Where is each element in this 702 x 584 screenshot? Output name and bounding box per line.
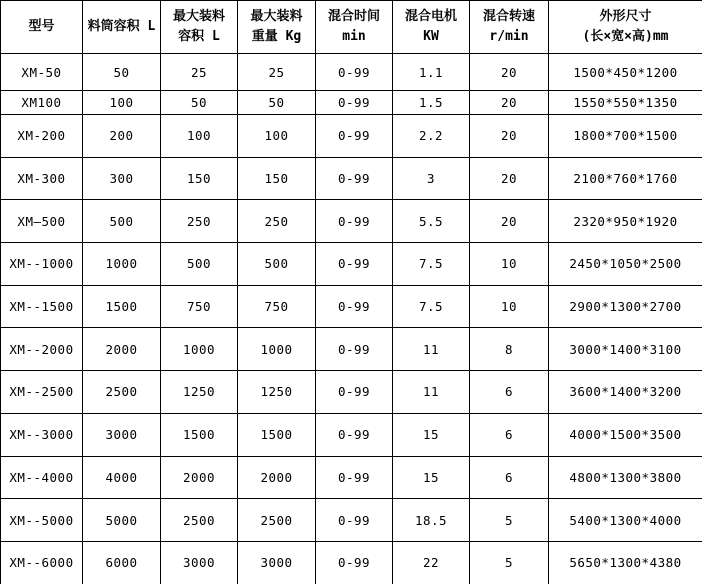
cell-max-load-weight: 25	[238, 54, 316, 91]
column-header-model	[1, 1, 83, 54]
cell-dimensions: 5650*1300*4380	[549, 541, 702, 584]
table-row	[1, 285, 702, 328]
header-row	[1, 1, 702, 54]
column-header-line: 混合时间	[327, 9, 380, 24]
column-header-max-load-volume	[161, 1, 238, 54]
cell-mixing-time: 0-99	[316, 157, 393, 200]
cell-model: XM100	[1, 91, 83, 115]
cell-barrel-capacity: 2000	[83, 328, 161, 371]
cell-mixing-time: 0-99	[316, 456, 393, 499]
cell-dimensions: 1800*700*1500	[549, 115, 702, 158]
cell-max-load-weight: 500	[238, 243, 316, 286]
table-body	[1, 54, 702, 584]
cell-mixing-time: 0-99	[316, 371, 393, 414]
cell-model: XM--2000	[1, 328, 83, 371]
cell-mixing-time: 0-99	[316, 541, 393, 584]
cell-mixing-time: 0-99	[316, 285, 393, 328]
column-header-barrel-capacity	[83, 1, 161, 54]
cell-mixing-motor: 7.5	[393, 285, 470, 328]
cell-model: XM—500	[1, 200, 83, 243]
cell-dimensions: 1500*450*1200	[549, 54, 702, 91]
column-header-line: 容积 L	[178, 29, 220, 44]
cell-barrel-capacity: 200	[83, 115, 161, 158]
column-header-line: 最大装料	[250, 9, 303, 24]
column-header-line: 型号	[28, 19, 55, 34]
cell-mixing-motor: 5.5	[393, 200, 470, 243]
cell-model: XM-300	[1, 157, 83, 200]
cell-max-load-weight: 750	[238, 285, 316, 328]
column-header-mixing-motor	[393, 1, 470, 54]
cell-max-load-weight: 3000	[238, 541, 316, 584]
column-header-line: 最大装料	[172, 9, 225, 24]
cell-max-load-volume: 1250	[161, 371, 238, 414]
cell-mixing-speed: 5	[470, 499, 549, 542]
cell-mixing-speed: 6	[470, 456, 549, 499]
cell-mixing-motor: 3	[393, 157, 470, 200]
cell-mixing-speed: 20	[470, 115, 549, 158]
cell-mixing-motor: 15	[393, 456, 470, 499]
table-row	[1, 54, 702, 91]
cell-model: XM--5000	[1, 499, 83, 542]
column-header-line: 混合转速	[482, 9, 535, 24]
table-row	[1, 243, 702, 286]
cell-mixing-motor: 11	[393, 371, 470, 414]
cell-mixing-speed: 8	[470, 328, 549, 371]
cell-mixing-time: 0-99	[316, 200, 393, 243]
cell-model: XM--1500	[1, 285, 83, 328]
cell-max-load-volume: 2000	[161, 456, 238, 499]
cell-barrel-capacity: 3000	[83, 413, 161, 456]
cell-model: XM--2500	[1, 371, 83, 414]
cell-barrel-capacity: 1000	[83, 243, 161, 286]
cell-barrel-capacity: 6000	[83, 541, 161, 584]
cell-max-load-volume: 3000	[161, 541, 238, 584]
cell-dimensions: 5400*1300*4000	[549, 499, 702, 542]
cell-mixing-time: 0-99	[316, 328, 393, 371]
table-row	[1, 456, 702, 499]
table-row	[1, 499, 702, 542]
column-header-line: 外形尺寸	[599, 9, 652, 24]
cell-mixing-motor: 22	[393, 541, 470, 584]
table-row	[1, 115, 702, 158]
cell-dimensions: 4800*1300*3800	[549, 456, 702, 499]
cell-mixing-motor: 2.2	[393, 115, 470, 158]
cell-max-load-volume: 1000	[161, 328, 238, 371]
cell-dimensions: 3600*1400*3200	[549, 371, 702, 414]
cell-model: XM--1000	[1, 243, 83, 286]
cell-max-load-weight: 50	[238, 91, 316, 115]
cell-barrel-capacity: 1500	[83, 285, 161, 328]
cell-max-load-volume: 750	[161, 285, 238, 328]
cell-dimensions: 3000*1400*3100	[549, 328, 702, 371]
cell-max-load-weight: 100	[238, 115, 316, 158]
cell-barrel-capacity: 5000	[83, 499, 161, 542]
cell-mixing-speed: 20	[470, 157, 549, 200]
cell-mixing-motor: 18.5	[393, 499, 470, 542]
cell-mixing-speed: 20	[470, 91, 549, 115]
cell-mixing-motor: 1.1	[393, 54, 470, 91]
cell-mixing-time: 0-99	[316, 91, 393, 115]
table-header	[1, 1, 702, 54]
table-row	[1, 328, 702, 371]
cell-barrel-capacity: 4000	[83, 456, 161, 499]
cell-mixing-speed: 20	[470, 54, 549, 91]
cell-mixing-speed: 6	[470, 371, 549, 414]
cell-mixing-speed: 10	[470, 243, 549, 286]
cell-dimensions: 2100*760*1760	[549, 157, 702, 200]
table-row	[1, 157, 702, 200]
cell-dimensions: 4000*1500*3500	[549, 413, 702, 456]
table-row	[1, 541, 702, 584]
table-row	[1, 413, 702, 456]
cell-model: XM-200	[1, 115, 83, 158]
column-header-line: 料筒容积 L	[87, 19, 156, 34]
cell-max-load-volume: 500	[161, 243, 238, 286]
cell-mixing-speed: 5	[470, 541, 549, 584]
cell-model: XM--4000	[1, 456, 83, 499]
cell-mixing-speed: 10	[470, 285, 549, 328]
column-header-mixing-time	[316, 1, 393, 54]
cell-mixing-speed: 6	[470, 413, 549, 456]
cell-max-load-weight: 2500	[238, 499, 316, 542]
cell-model: XM-50	[1, 54, 83, 91]
cell-dimensions: 2900*1300*2700	[549, 285, 702, 328]
table-row	[1, 371, 702, 414]
cell-model: XM--3000	[1, 413, 83, 456]
cell-max-load-volume: 100	[161, 115, 238, 158]
cell-mixing-time: 0-99	[316, 54, 393, 91]
cell-barrel-capacity: 50	[83, 54, 161, 91]
cell-max-load-weight: 250	[238, 200, 316, 243]
column-header-line: (长×宽×高)mm	[582, 29, 669, 44]
cell-max-load-volume: 1500	[161, 413, 238, 456]
column-header-line: KW	[423, 29, 439, 44]
column-header-max-load-weight	[238, 1, 316, 54]
column-header-line: 混合电机	[404, 9, 457, 24]
cell-max-load-weight: 150	[238, 157, 316, 200]
column-header-mixing-speed	[470, 1, 549, 54]
table-row	[1, 200, 702, 243]
column-header-line: 重量 Kg	[251, 29, 302, 44]
cell-model: XM--6000	[1, 541, 83, 584]
cell-dimensions: 2450*1050*2500	[549, 243, 702, 286]
cell-max-load-weight: 1500	[238, 413, 316, 456]
cell-mixing-time: 0-99	[316, 413, 393, 456]
cell-mixing-time: 0-99	[316, 499, 393, 542]
cell-mixing-motor: 1.5	[393, 91, 470, 115]
column-header-dimensions	[549, 1, 702, 54]
cell-mixing-motor: 15	[393, 413, 470, 456]
cell-max-load-weight: 1250	[238, 371, 316, 414]
table-row	[1, 91, 702, 115]
cell-dimensions: 2320*950*1920	[549, 200, 702, 243]
column-header-line: r/min	[489, 29, 529, 44]
cell-dimensions: 1550*550*1350	[549, 91, 702, 115]
cell-barrel-capacity: 2500	[83, 371, 161, 414]
cell-mixing-motor: 7.5	[393, 243, 470, 286]
column-header-line: min	[342, 29, 366, 44]
cell-max-load-weight: 2000	[238, 456, 316, 499]
cell-mixing-motor: 11	[393, 328, 470, 371]
cell-mixing-speed: 20	[470, 200, 549, 243]
cell-max-load-volume: 2500	[161, 499, 238, 542]
cell-max-load-volume: 250	[161, 200, 238, 243]
cell-mixing-time: 0-99	[316, 243, 393, 286]
cell-mixing-time: 0-99	[316, 115, 393, 158]
cell-barrel-capacity: 300	[83, 157, 161, 200]
cell-barrel-capacity: 100	[83, 91, 161, 115]
cell-max-load-volume: 50	[161, 91, 238, 115]
cell-max-load-weight: 1000	[238, 328, 316, 371]
cell-max-load-volume: 150	[161, 157, 238, 200]
cell-max-load-volume: 25	[161, 54, 238, 91]
cell-barrel-capacity: 500	[83, 200, 161, 243]
